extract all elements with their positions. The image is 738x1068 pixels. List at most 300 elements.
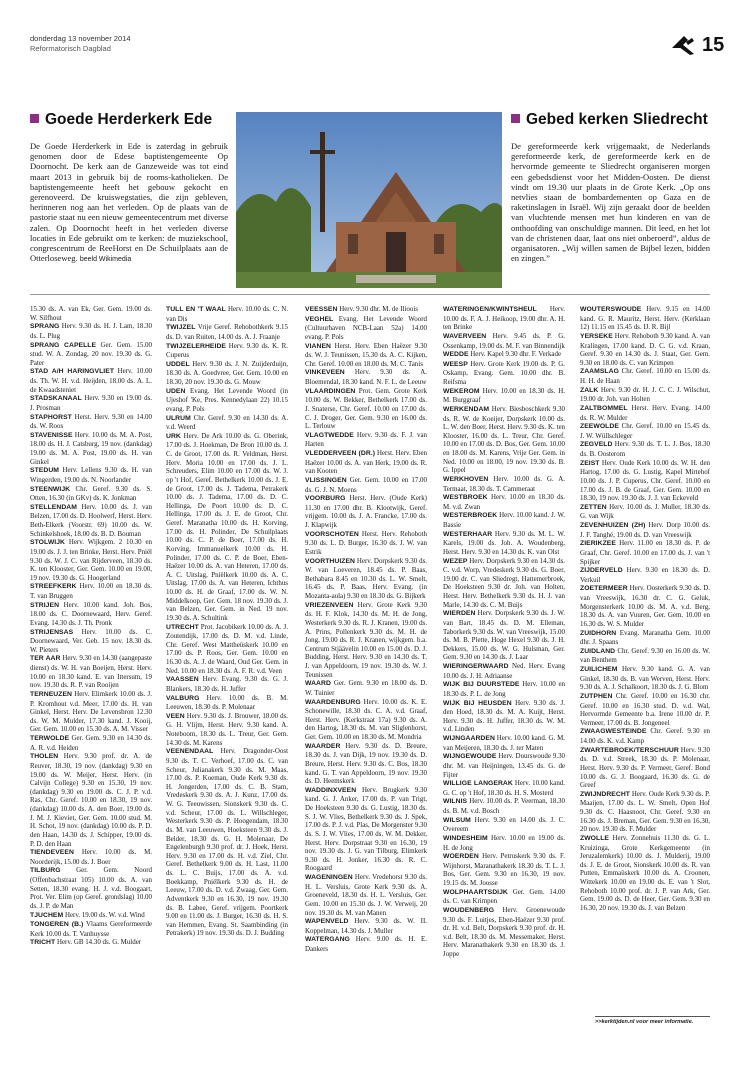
- listing-place: SPRANG CAPELLE: [30, 341, 97, 349]
- listing-entry: [30, 322, 152, 340]
- listing-text: Herv. 10.00 kand. G. C. op 't Hof, 18.30 ds. H. S. Mosterd: [443, 779, 565, 797]
- listing-entry: [305, 315, 427, 342]
- listing-text: Herst. Herv. Eben Haëzer 10.00 ds. A. van Herk, 19.00 ds. R. van Kooten: [305, 449, 427, 476]
- listing-entry: [30, 503, 152, 539]
- listing-entry: [580, 647, 710, 665]
- listing-entry: [30, 305, 152, 322]
- listing-entry: [443, 752, 565, 779]
- listing-entry: [580, 566, 710, 584]
- listing-text: Ger. Gem. 10.00 en 17.00 ds. G. J. N. Moens: [305, 475, 427, 494]
- listing-place: VOORSCHOTEN: [305, 530, 359, 538]
- listing-place: WEZEP: [443, 557, 468, 565]
- listing-place: WOERDEN: [443, 853, 479, 861]
- listing-text: Herv. 9.45 ds. P. G. Ossenkamp, 19.00 ds. M. F. van Binnendijk: [443, 331, 566, 350]
- listing-entry: [443, 797, 565, 815]
- listing-entry: [580, 584, 710, 628]
- listing-place: TULL EN 'T WAAL: [166, 306, 226, 313]
- listing-text: Herv. 9.30 kand. G. A. van Ginkel, 18.30 ds. B. van Werven, Herst. Herv. 9.30 ds. A. J. Schalkoort, 18.30 ds. J. G. Blom: [580, 665, 710, 692]
- section-square-icon: [30, 114, 39, 123]
- listing-entry: [166, 360, 288, 387]
- listing-text: Herv. 10.00 en 18.30 ds. H. M. Burggraaf: [443, 386, 565, 405]
- listing-entry: [305, 368, 427, 386]
- listing-entry: [443, 350, 565, 360]
- listing-text: Herv. Oude Kerk 10.00 ds. W. H. den Hartog, 17.00 ds. G. Lustig, Kapel Mirtehof 10.00 ds. J. P. Cuperus, Chr. Geref. 10.00 en 17.00 ds. J. B. de Graaf, Ger. Gem. 10.00 en 18.30, 19 nov. 19.30 ds. J. J. van Eckeveld: [580, 458, 711, 503]
- listing-text: Herv. Brugkerk 9.30 kand. G. J. Anker, 17.00 ds. P. van Trigt, De Hoeksteen 9.30 ds. G. Lustig, 18.30 ds. S. J. W. Vlies, Bethelkerk 9.30 ds. J. Spek, 17.00 ds. P. J. v.d. Plas, De Morgenster 9.30 ds. S. J. W. Vlies, 17.00 ds. W. M. Dekker, Herst. Herv. Dorpstraat 9.30 en 16.30, 19 nov. 19.30 ds. J. G. van Tilburg, Elimkerk 9.30 ds. H. Jonker, 16.30 ds. R. C. Roogaard: [305, 785, 427, 873]
- listing-place: WAGENINGEN: [305, 874, 353, 881]
- listing-place: VLEDDERVEEN (DR.): [305, 450, 376, 457]
- listing-entry: [580, 629, 710, 647]
- listing-text: Herv. 10.00 ds. P. Veerman, 18.30 ds. B. M. v.d. Bosch: [443, 797, 565, 815]
- listing-place: ZEEWOLDE: [580, 423, 619, 431]
- listing-entry: [580, 665, 710, 692]
- listing-place: UDEN: [166, 387, 186, 395]
- listing-place: WAARD: [305, 680, 331, 688]
- listing-place: THOLEN: [30, 753, 59, 761]
- listing-text: Herv. Rehoboth 9.30 kand. A. van Kralingen, 17.00 kand. D. C. G. v.d. Kraan, Geref. 9.30 en 14.30 ds. J. Staat, Ger. Gem. 9.30 en 18.00 ds. C. van Krimpen: [580, 331, 711, 367]
- listing-place: ZEGVELD: [580, 441, 613, 449]
- listing-entry: [580, 367, 710, 385]
- listing-entry: [30, 734, 152, 752]
- listing-text: Herv. Biesboschkerk 9.30 ds. R. W. de Koeijer, Dorpskerk 10.00 ds. L. W. den Boer, Herst. Herv. 9.30 ds. K. ten Klooster, 16.00 ds. L. Treur, Chr. Geref. 10.00 en 17.00 ds. D. Bos, Ger. Gem. 10.00 en 18.00 ds. M. Karens, Vrije Ger. Gem. in Ned. 10.00 en 18.00, 19 nov. 19.30 ds. B. G. Ippel: [443, 404, 566, 475]
- listing-entry: [580, 422, 710, 440]
- listing-entry: [580, 692, 710, 728]
- listing-place: WADDINXVEEN: [305, 786, 357, 794]
- listing-entry: [443, 662, 565, 680]
- listing-entry: [305, 305, 427, 315]
- newspaper-logo-icon: [670, 34, 696, 56]
- listing-text: Herv. Evang. 9.30 ds. G. J. Blankers, 18.30 ds. H. Juffer: [166, 675, 288, 693]
- listing-text: Herv. 9.30 ds. D. Breure, 18.30 ds. J. van Dijk, 19 nov. 19.30 ds. D. Breure, Herst. Herv. 9.30 ds. C. Bos, 18.30 kand. G. T. van Appeldoorn, 19 nov. 19.30 ds. D. Heemskerk: [305, 741, 427, 786]
- listing-text: Herv. 9.30 dhr. M. de Ilioois: [339, 305, 418, 313]
- listing-text: Herv. 10.00 en 19.00 ds. H. de Jong: [443, 833, 565, 852]
- listing-entry: [443, 360, 565, 387]
- listing-place: VALBURG: [166, 694, 200, 702]
- listing-place: WESTERBROEK: [443, 512, 498, 520]
- listing-entry: [30, 628, 152, 655]
- listing-text: Herv. 9.30 ds. J. den Hoed, 18.30 ds. M. A. Kuijt, Herst. Herv. 9.30 ds. H. Juffer, 18.30 ds. W. M. v.d. Linden: [443, 698, 565, 734]
- listing-column-1: [30, 305, 152, 948]
- listing-entry: [30, 538, 152, 582]
- listing-text: Herv. 10.00 ds. J. Muller, 18.30 ds. G. van Wijk: [580, 502, 711, 521]
- listing-text: Chr. Geref. 9.30 en 16.00 ds. W. van Benthem: [580, 646, 710, 665]
- listing-text: Herv. 9.30 en 18.30 ds. D. Verkuil: [580, 566, 710, 584]
- listing-text: Herv. 10.00 en 18.30 ds. P. L. de Jong: [443, 680, 566, 698]
- listing-place: VAASSEN: [166, 676, 199, 684]
- listing-text: Herv. 9.30 ds. A. Bloemendal, 18.30 kand. N. F. L. de Leeuw: [305, 368, 428, 386]
- listing-entry: [305, 494, 427, 530]
- listing-text: Chr. Geref. 10.00 en 16.30 chr. Geref. 10.00 en 16.30 stud. D. v.d. Wal, Hervormde Gemeente b.a. Irene 10.00 dr. P. Vermeer, 17.00 ds. B. Jongeneel: [580, 691, 711, 727]
- listing-place: VOORTHUIZEN: [305, 557, 356, 565]
- listing-entry: [443, 699, 565, 735]
- listing-place: WILLIGE LANGERAK: [443, 780, 513, 788]
- listing-entry: [30, 601, 152, 628]
- listing-place: WOLPHAARTSDIJK: [443, 888, 508, 896]
- listing-place: WAARDER: [305, 742, 341, 750]
- listing-text: Chr. Geref. 10.00 en 15.00 ds. H. H. de Haan: [580, 367, 710, 385]
- article-body-text: De Goede Herderkerk in Ede is zaterdag in gebruik genomen door de Edese baptistengemeente Op Doornocht. De kerk aan de Ganzeweide was tot eind maart 2013 in gebruik bij de rooms-katholieken. De baptistengemeente heeft het gebouw gekocht en gerenoveerd. De kruiswegstaties, die zijn gebleven, herinneren nog aan het verleden. Op de plaats van de pastorie staat nu een nieuw gemeentecentrum met diverse zalen. Op Doornocht heeft in het verleden diverse locaties in Ede gebruikt om te kerken: de muziekschool, congrescentrum de ReeHorst en De Schuilplaats aan de Otterloseweg.: [30, 141, 228, 264]
- listing-text: Ger. Gem. Noord (Offenbachstraat 105) 10.00 ds. A. van Setten, 18.30 evang. H. J. v.d. Boogaart, Prot. Ver. Elim (op Geref. grondslag) 10.00 ds. J. P. de Man: [30, 866, 152, 910]
- listing-place: WIJNGEWOUDE: [443, 753, 497, 761]
- listing-place: WINDESHEIM: [443, 834, 488, 842]
- listing-place: VEENENDAAL: [166, 748, 214, 756]
- photo-credit: beeld Wikimedia: [79, 256, 132, 264]
- listing-text: Herv. Groenewoude 9.30 ds. F. Luitjes, Eben-Haëzer 9.30 prof. dr. H. v.d. Belt, Dorpskerk 9.30 prof. dr. H. v.d. Belt, 18.30 ds. M. Messemaker, Herst. Herv. Maranathakerk 9.30 en 18.30 ds. J. Joppe: [443, 905, 565, 958]
- listing-text: Herv. 10.00 en 18.30 ds. T. van Bruggen: [30, 582, 152, 600]
- listing-text: Herv. GB 14.30 ds. G. Mulder: [56, 938, 142, 947]
- listing-text: Chr. Geref. 9.30 ds. S. Otten, 16.30 (in GKv) ds. K. Jonkman: [30, 484, 153, 503]
- listing-entry: [443, 609, 565, 662]
- listing-place: VINKEVEEN: [305, 369, 345, 377]
- listing-place: WESTBROEK: [443, 494, 488, 502]
- listing-text: Herv. 10.00 ds. Th. W. H. v.d. Heijden, 18.00 ds. A. L. de Kwaadsteniet: [30, 367, 153, 394]
- listing-text: Herv. 10.00 ds. C. Doornewaard, Ver. Geb. 15 nov. 18.30 ds. W. Pieters: [30, 627, 153, 654]
- listing-text: Herv. 10.00 ds. G. A. Termaat, 18.30 ds. T. Cammeraat: [443, 474, 565, 493]
- listing-place: ZALK: [580, 386, 599, 394]
- listing-place: ZETTEN: [580, 503, 607, 511]
- listing-place: STADSKANAAL: [30, 395, 82, 403]
- listing-entry: [443, 906, 565, 959]
- listing-entry: [443, 493, 565, 511]
- listing-text: Herv. 10.00 kand. J. W. Bassie: [443, 511, 566, 529]
- listing-place: WIJK BIJ DUURSTEDE: [443, 681, 520, 689]
- listing-place: ZOETERMEER: [580, 585, 628, 593]
- listing-place: STAPHORST: [30, 413, 72, 421]
- listing-entry: [443, 332, 565, 350]
- listing-text: Ger. Gem. 9.30 en 18.00 ds. D. W. Tuinier: [305, 679, 428, 697]
- listing-entry: [305, 917, 427, 935]
- listing-entry: [30, 654, 152, 690]
- listing-place: ZALTBOMMEL: [580, 404, 628, 412]
- listing-entry: [580, 459, 710, 503]
- article-title-ede: [30, 111, 212, 129]
- listing-text: Herv. 9.30 ds. K. R. Cuperus: [166, 341, 289, 360]
- listing-entry: [166, 747, 288, 938]
- listing-entry: [305, 476, 427, 494]
- listing-place: ULRUM: [166, 414, 191, 422]
- listing-column-3: [305, 305, 427, 954]
- listing-text: Chr. Geref. 9.30 en 14.00 ds. K. v.d. Kamp: [580, 727, 710, 745]
- listing-entry: [443, 816, 565, 834]
- church-building-photo: [236, 112, 502, 288]
- listing-entry: [166, 623, 288, 676]
- listing-entry: [443, 405, 565, 475]
- listing-text: Herv. Lellens 9.30 ds. H. van Wingerden, 19.00 ds. N. Noorlander: [30, 466, 152, 484]
- listing-text: Herv. 10.00 ds. M. A. Post, 18.00 ds. H. J. Catsburg, 19 nov. (dankdag) 19.00 ds. M. A. Post, 19.00 ds. H. van Ginkel: [30, 430, 152, 466]
- section-square-icon: [511, 114, 520, 123]
- listing-place: ZIJDERVELD: [580, 567, 623, 575]
- listing-text: Herv. Vredehorst 9.30 ds. H. L. Versluis, Grote Kerk 9.30 ds. A. Groeneveld, 18.30 ds. H. L. Versluis, Ger. Gem. 10.00 en 15.30 ds. J. W. Verweij, 20 nov. 19.30 ds. M. van Manen: [305, 873, 427, 917]
- listing-entry: [443, 734, 565, 752]
- article-title-sliedrecht: [511, 111, 708, 129]
- listing-place: WAARDENBURG: [305, 698, 361, 706]
- listing-text: Herv. 10.00 ds. C. N. van Dis: [166, 305, 289, 323]
- listing-entry: [30, 866, 152, 910]
- listing-text: Herv. 9.15 en 14.00 kand. G. R. Mauritz, Herst. Herv. (Kerklaan 12) 11.15 en 15.45 ds. IJ. R. Bijl: [580, 305, 711, 332]
- listing-place: STOLWIJK: [30, 539, 66, 547]
- listing-text: Herv. Grote Kerk 19.00 ds. P. G. Oskamp, Evang. Gem. 10.00 dhr. B. Reifsma: [443, 359, 565, 386]
- listing-place: TJUCHEM: [30, 911, 64, 919]
- listing-entry: [443, 779, 565, 797]
- listing-text: Herv. 9.30 en 19.00 ds. J. Prosman: [30, 394, 152, 412]
- listing-entry: [30, 911, 152, 921]
- listing-text: Herv. 9.30 ds. H. J. Lam, 18.30 ds. L. Plug: [30, 322, 152, 340]
- listing-text: Ger. Gem. 9.30 en 14.30 ds. A. R. v.d. Heiden: [30, 734, 153, 752]
- listing-entry: [30, 848, 152, 866]
- listing-text: Ned. Herv. Evang 10.00 ds. J. H. Adriaanse: [443, 662, 566, 680]
- listing-place: VRIEZENVEEN: [305, 601, 354, 609]
- listing-entry: [443, 475, 565, 493]
- listing-text: Vlaams Gereformeerde Kerk 10.00 ds. T. Vanhuysse: [30, 920, 152, 938]
- newspaper-name: Reformatorisch Dagblad: [30, 44, 111, 53]
- listing-place: STREEFKERK: [30, 583, 77, 591]
- listing-entry: [580, 404, 710, 422]
- listing-place: ZUIDLAND: [580, 647, 616, 655]
- listing-column-5: [580, 305, 710, 913]
- listing-entry: [305, 387, 427, 431]
- listing-entry: [30, 341, 152, 368]
- listing-place: WIERINGERWAARD: [443, 663, 509, 670]
- listing-place: WILNIS: [443, 798, 468, 806]
- listing-entry: [580, 440, 710, 458]
- listing-entry: [443, 387, 565, 405]
- listing-entry: [30, 394, 152, 412]
- listing-entry: [305, 679, 427, 697]
- listing-entry: [580, 834, 710, 913]
- listing-entry: [166, 694, 288, 712]
- listing-entry: [166, 387, 288, 414]
- listing-place: VEEN: [166, 712, 185, 720]
- listing-text: Herv. 9.30 ds. T. L. J. Bos, 18.30 ds. B. Oosterom: [580, 440, 710, 458]
- listing-column-4: [443, 305, 565, 959]
- listing-text: Evang. Maranatha Gem. 10.00 dhr. J. Spaans: [580, 628, 711, 647]
- listing-entry: [443, 852, 565, 888]
- listing-text: Evang. Het Levende Woord (Cultuurhaven NCB-Laan 52a) 14.00 evang. P. Pols: [305, 314, 427, 341]
- listing-place: STEENWIJK: [30, 485, 71, 493]
- listing-text: Herv. Zonnehuis 11.30 ds. G. L. Kruizinga, Grote Kerkgemeente (in Jeruzalemkerk) 10.00 ds. J. Mulderij, 19.00 ds. J. E. de Groot, Sionskerk 10.00 ds. R. van Putten, Emmaüskerk 10.00 ds. A. Croonen, Wittekerk 10.00 en 19.00 ds. E. van 't Slot, Rehoboth 10.00 prof. dr. J. P. van Ark, Ger. Gem. 19.00 ds. D. de Heer, Ger. Gem. 9.30 en 16.30, 20 nov. 19.30 ds. J. van Belzen: [580, 833, 710, 912]
- listing-place: STRIJENSAS: [30, 628, 74, 636]
- listing-text: Herv. 9.30 ds. M. L. W. Karels, 19.00 ds. Joh. A. Woudenberg, Herst. Herv. 9.30 en 14.30 ds. K. van Olst: [443, 529, 566, 556]
- listing-entry: [166, 323, 288, 341]
- listing-text: Herst. Herv. 9.30 en 14.00 ds. W. Roos: [30, 412, 152, 431]
- listing-text: Chr. Geref. 9.30 en 14.30 ds. A. v.d. Weerd: [166, 413, 288, 432]
- listing-text: Chr. Geref. 10.00 en 15.45 ds. J. W. Wüllschleger: [580, 422, 710, 440]
- listing-place: URK: [166, 432, 181, 440]
- listing-entry: [30, 431, 152, 467]
- listing-place: WIJK BIJ HEUSDEN: [443, 699, 512, 707]
- listing-place: TONGEREN (B.): [30, 921, 84, 929]
- section-divider: [30, 294, 710, 295]
- listing-place: WOUDENBERG: [443, 906, 495, 914]
- listing-entry: [580, 521, 710, 539]
- listing-entry: [305, 342, 427, 369]
- listing-place: WEESP: [443, 360, 468, 368]
- listing-place: ZWOLLE: [580, 834, 609, 842]
- listing-place: VOORBURG: [305, 495, 346, 503]
- listing-text: Herv. Dorpskerk 9.30 ds. W. van Loeveren, 18.45 ds. P. Baas, Bethabara 8.45 en 10.30 ds. L. W. Smelt, 16.45 ds. P. Baas, Herv. Evang. (in Mozanta-aula) 9.30 en 18.30 ds. G. Bijkerk: [305, 556, 427, 600]
- listing-entry: [166, 675, 288, 693]
- listing-entry: [580, 746, 710, 790]
- listing-place: ZUIDHORN: [580, 629, 617, 637]
- listing-entry: [580, 727, 710, 745]
- listing-text: Herv. 9.30 en 14.00 ds. J. C. Overeem: [443, 815, 565, 834]
- listing-entry: [166, 432, 288, 623]
- listing-text: Herv. Dorpskerk 9.30 ds. J. W. van Bart, 18.45 ds. D. M. Elleman, Taborkerk 9.30 ds. W. van Vreeswijk, 15.00 ds. M. B. Plette, Hoge Hexel 9.30 ds. J. H. Dekkers, 15.00 ds. W. G. Hulsman, Ger. Gem. 9.30 en 14.30 ds. J. Laar: [443, 609, 565, 662]
- listing-place: TERWOLDE: [30, 735, 70, 742]
- listing-text: Herv. Oosterkerk 9.30 ds. D. van Vreeswijk, 16.30 dr. C. G. Geluk, Morgensterkerk 10.00 ds. M. A. v.d. Berg, 18.30 ds. A. van Vuuren, Ger. Gem. 10.00 en 16.30 ds. W. S. Mulder: [580, 584, 710, 628]
- listing-place: WERKENDAM: [443, 405, 490, 413]
- listing-entry: [443, 305, 565, 332]
- listing-place: STELLENDAM: [30, 503, 77, 511]
- listing-place: WATERINGEN/KWINTSHEUL: [443, 306, 537, 313]
- listing-text: Herst. Herv. Eben Haëzer 9.30 ds. W. J. Teunissen, 15.30 ds. A. C. Kijken, Chr. Geref. 10.00 en 18.00 ds. M. C. Tanis: [305, 341, 428, 368]
- listing-place: STRIJEN: [30, 601, 60, 609]
- listing-place: WESTERHAAR: [443, 530, 493, 538]
- footer-note: >>kerktijden.nl voor meer informatie.: [595, 1019, 694, 1025]
- listing-place: VLISSINGEN: [305, 476, 347, 484]
- listing-entry: [443, 557, 565, 610]
- page-header: [30, 34, 725, 64]
- listing-place: WATERGANG: [305, 936, 350, 944]
- listing-entry: [580, 539, 710, 566]
- listing-place: ZUILICHEM: [580, 666, 618, 673]
- listing-text: Herst. Herv. (Oude Kerk) 11.30 en 17.00 dhr. B. Klootwijk, Geref. vrijgem. 10.00 ds. J. A. Francke, 17.00 ds. J. Klapwijk: [305, 494, 427, 529]
- listing-text: Herv. 10.00 ds. F. A. J. Heikoop, 19.00 dhr. A. H. ten Brinke: [443, 305, 565, 332]
- listing-entry: [30, 938, 152, 948]
- listing-text: Herv. Oude Kerk 9.30 ds. P. Maaijen, 17.00 ds. L. W. Smelt, Open Hof 9.30 ds. C. Haasnoot, Chr. Geref. 9.30 en 16.30 ds. J. Breman, Ger. Gem. 9.30 en 16.30, 20 nov. 19.30 ds. F. Mulder: [580, 789, 710, 834]
- listing-entry: [30, 690, 152, 734]
- listing-entry: [305, 873, 427, 917]
- listing-place: VIANEN: [305, 342, 331, 350]
- listing-entry: [305, 431, 427, 449]
- listing-place: UTRECHT: [166, 623, 199, 631]
- listing-place: VLAARDINGEN: [305, 387, 356, 395]
- listing-entry: [305, 742, 427, 786]
- listing-entry: [305, 935, 427, 953]
- listing-entry: [443, 530, 565, 557]
- footer-divider: [595, 1016, 710, 1017]
- listing-text: Herv. 10.00 kand. G. M. van Meijeren, 18.30 ds. J. ter Maten: [443, 734, 565, 752]
- listing-text: Herv. Kapel 9.30 dhr. F. Verkade: [470, 350, 562, 359]
- listing-place: TWIJZELERHEIDE: [166, 342, 226, 350]
- listing-place: WEKEROM: [443, 387, 480, 395]
- listing-entry: [30, 752, 152, 848]
- listing-text: Herv. Duurswoude 9.30 dhr. M. van Heijningen, 13.45 ds. G. de Fijter: [443, 752, 566, 779]
- article-body-text: De gereformeerde kerk vrijgemaakt, de Nederlands gereformeerde kerk, de gereformeerde kerk en de hervormde gemeente te Sliedrecht organiseren morgen een gebedsdienst voor het Midden-Oosten. De dienst vindt om 19.30 uur plaats in de Grote Kerk. „Op ons netvlies staan de bombardementen op Gaza en de raketinslagen in Israël. Wij zijn geraakt door de beelden van vluchtende mensen met hun kinderen en van de onthoofding van onschuldige mannen. Dit leed, en het lot van de christenen daar, laat ons niet onberoerd”, aldus de organisatoren. „Wij willen samen de Bijbel lezen, bidden en zingen.”: [511, 141, 710, 264]
- listing-text: Herv. 9.30 ds. J. Brouwer, 18.00 ds. G. H. Vlijm, Herst. Herv. 9.30 kand. A. Noteboom, 18.30 ds. L. Treur, Ger. Gem. 14.30 ds. M. Karens: [166, 711, 289, 747]
- listing-entry: [580, 503, 710, 521]
- page-number: 15: [702, 34, 725, 56]
- listing-text: Herv. 9.30 prof. dr. A. de Reuver, 18.30, 19 nov. (dankdag) 9.30 en 19.00 ds. W. Meijer, Herst. Herv. (in Calvijn College) 9.30 en 15.30, 19 nov. (dankdag) 9.30 en 19.00 ds. C. J. P. v.d. Ras, Chr. Geref. 10.00 en 18.30, 19 nov. (dankdag) 10.00 ds. A. den Boer, 19.00 ds. J. M. J. Kieviet, Ger. Gem. 10.00 stud. M. H. Schot, 19 nov. (dankdag) 10.00 ds. P. D. den Haan, 14.30 ds. J. Schipper, 19.00 ds. P. D. den Haan: [30, 752, 153, 848]
- listing-text: Herv. De Ark 10.00 ds. G. Oberink, 17.00 ds. J. Hoekman, De Bron 10.00 ds. J. C. de Groot, 17.00 ds. R. Veldman, Herst. Herv. Moria 10.00 en 17.00 ds. J. L. Schreuders, Elim 10.00 en 17.00 ds. W. J. op 't Hof, Geref. Bethelkerk 10.00 ds. J. E. de Groot, 17.00 ds. J. Tadema, Petrakerk 10.00 ds. J. Tadema, 17.00 ds. D. C. Hellinga, De Poort 10.00 ds. D. C. Hellinga, 17.00 ds. J. E. de Groot, Chr. Geref. Maranatha 10.00 ds. H. Korving, 17.00 ds. H. Polinder, De Schuilplaats 10.00 ds. C. P. de Boer, 17.00 ds. H. Korving, Immanuelkerk 10.00 ds. H. Polinder, 17.00 ds. C. P. de Boer, Eben-Haëzer 10.00 ds. A. van Heteren, 17.00 ds. A. C. Uitslag, Pniëlkerk 10.00 ds. A. C. Uitslag, 17.00 ds. A. van Heteren, Ichthus 10.00 ds. H. de Graaf, 17.00 ds. W. N. Middelkoop, Ger. Gem. 18 nov. 19.30 ds. J. van Belzen, Ger. Gem. in Ned. 19 nov. 19.30 ds. A. Schultink: [166, 431, 289, 622]
- listing-text: Herv. 9.30 en 14.30 (aangepaste dienst) ds. W. H. van Boeijen, Herst. Herv. 10.00 en 18.30 kand. E. van Ittersum, 19 nov. 19.30 ds. R. P. van Rooijen: [30, 654, 152, 690]
- listing-text: Evang. Het Levende Woord (in Ujeshof 'Ke, Pres. Kennedylaan 22) 10.15 evang. P. Pols: [166, 386, 288, 413]
- listing-place: ZWARTEBROEK/TERSCHUUR: [580, 746, 679, 754]
- listing-entry: [30, 367, 152, 394]
- listing-place: VEESSEN: [305, 306, 338, 313]
- listing-text: Herv. 9.30 ds. D. v.d. Streek, 18.30 ds. P. Molenaar, Herst. Herv. 9.30 ds. P. Vermeer, Geref. Bond 10.00 ds. G. J. Boogaard, 16.30 ds. G. de Greef: [580, 745, 710, 790]
- listing-text: Herv. 9.00 ds. H. E. Dankers: [305, 935, 427, 953]
- listing-text: Herv. Dorp 10.00 ds. J. F. Tanghé, 19.00 ds. D. van Vreeswijk: [580, 521, 711, 539]
- listing-place: WEDDE: [443, 351, 469, 359]
- listing-text: Herv. 11.00 en 18.30 ds. P. de Graaf, Chr. Geref. 10.00 en 17.00 ds. J. van 't Spijker: [580, 539, 711, 566]
- listing-entry: [580, 386, 710, 404]
- listing-place: ZEIST: [580, 459, 600, 467]
- listing-entry: [30, 582, 152, 600]
- listing-place: WOUTERSWOUDE: [580, 306, 642, 313]
- listing-text: Herv. Elimkerk 10.00 ds. J. P. Kromhout v.d. Meer, 17.00 ds. H. van Ginkel, Herst. Herv. De Levensbron 12.30 ds. W. M. Mulder, 17.30 kand. J. Kooij, Ger. Gem. 10.00 en 15.30 ds. A. M. Visser: [30, 689, 152, 734]
- listing-entry: [305, 698, 427, 742]
- listing-entry: [30, 466, 152, 484]
- listing-text: Ger. Gem. 15.00 stud. W. A. Zondag, 20 nov. 19.30 ds. G. Pater: [30, 340, 152, 367]
- listing-text: Herv. 10.00 en 18.30 ds. M. v.d. Zwan: [443, 493, 565, 511]
- listing-place: ZAAMSLAG: [580, 368, 619, 376]
- listing-text: Herv. 9.30 ds. J. N. Zuijderduijn, 18.30 ds. A. Goedvree, Ger. Gem. 10.00 en 18.30, 20 nov. 19.30 ds. G. Mouw: [166, 359, 288, 386]
- listing-entry: [166, 342, 288, 360]
- listing-place: YERSEKE: [580, 332, 613, 340]
- listing-place: ZEVENHUIZEN (ZH): [580, 522, 646, 529]
- listing-text: Prot. Gem. Grote Kerk 10.00 ds. W. Bekker, Bethelkerk 17.00 ds. J. Snaterse, Chr. Geref. 10.00 en 17.00 ds. C. J. Droger, Ger. Gem. 9.30 en 16.00 ds. L. Terlouw: [305, 386, 428, 431]
- listing-text: Herv. 10.00 kand. Joh. Bos, 18.00 ds. C. Doornewaard, Herv. Geref. Evang. 14.30 ds. J. Th. Pronk: [30, 600, 152, 627]
- listing-place: VEGHEL: [305, 315, 334, 323]
- listing-text: Herv. Dorpskerk 9.30 en 14.30 ds. C. v.d. Worp, Vredeskerk 9.30 ds. G. Boer, 19.00 dr. C. van Sliedregt, Hattemerbroek, De Hoeksteen 9.30 dr. Joh. van Holten, Herst. Herv. Bethelkerk 9.30 ds. H. J. van Marle, 14.30 ds. C. M. Buijs: [443, 556, 566, 609]
- listing-place: TILBURG: [30, 867, 61, 875]
- listing-entry: [30, 413, 152, 431]
- article-body-ede: [30, 141, 228, 265]
- issue-date: donderdag 13 november 2014: [30, 34, 131, 43]
- listing-entry: [166, 305, 288, 323]
- listing-entry: [305, 449, 427, 476]
- listing-place: TWIJZEL: [166, 324, 196, 332]
- listing-place: VLAGTWEDDE: [305, 431, 354, 439]
- article-body-sliedrecht: [511, 141, 710, 263]
- listing-entry: [30, 920, 152, 938]
- listing-place: STEDUM: [30, 467, 59, 475]
- listing-text: Herv. 19.00 ds. W. v.d. Wind: [64, 910, 145, 919]
- listing-entry: [443, 834, 565, 852]
- listing-place: TER AAR: [30, 655, 61, 663]
- listing-entry: [443, 680, 565, 698]
- listing-text: Herv. 9.30 ds. F. J. van Harten: [305, 430, 427, 449]
- listing-place: UDDEL: [166, 360, 190, 368]
- listing-place: SPRANG: [30, 323, 60, 331]
- listing-entry: [305, 557, 427, 601]
- listing-entry: [305, 530, 427, 557]
- listing-place: WIJNGAARDEN: [443, 735, 495, 742]
- listing-text: Herv. 10.00 ds. M. Noorderijk, 15.00 ds. J. Boer: [30, 848, 152, 866]
- listing-place: STAD A/H HARINGVLIET: [30, 368, 115, 376]
- listing-entry: [580, 305, 710, 332]
- listing-place: TERNEUZEN: [30, 690, 72, 698]
- listing-place: STAVENISSE: [30, 431, 73, 439]
- listing-text: Vrije Geref. Rehobothkerk 9.15 ds. D. van Ruiten, 14.00 ds. A. J. Fraanje: [166, 323, 288, 341]
- listing-place: ZWIJNDRECHT: [580, 790, 631, 798]
- listing-entry: [166, 712, 288, 748]
- listing-text: Herv. 10.00 ds. K. E. Schonewille, 18.30 ds. C. A. v.d. Graaf, Herst. Herv. (Kerkstraat 17a) 9.30 ds. A. den Hartog, 18.30 ds. M. van Sliglenhorst, Ger. Gem. 10.00 en 18.30 ds. M. Mondria: [305, 697, 427, 741]
- listing-text: Herv. 10.00 ds. J. van Belzen, 17.00 ds. D. Hoolwerf, Herst. Herv. Beth-Elkerk (Voorstr. 69) 10.00 ds. W. Schinkelshoek, 18.00 ds. B. D. Bouman: [30, 502, 152, 538]
- listing-place: WERKHOVEN: [443, 475, 489, 483]
- listing-entry: [305, 601, 427, 680]
- listing-text: Herv. Dragonder-Oost 9.30 ds. T. C. Verhoef, 17.00 ds. C. van Scheur, Julianakerk 9.30 ds. M. Maas, 17.00 ds. P. Koeman, Oude Kerk 9.30 ds. H. Jongerden, 17.00 ds. C. B. Stam, Vredeskerk 9.30 ds. A. J. Kunz, 17.00 ds. W. G. Teeuwissen, Sionskerk 9.30 ds. C. v.d. Scheur, 17.00 ds. L. Willschleger, Westerkerk 9.30 ds. P. Hoogendam, 18.30 ds. M. van Leeuwen, Hoeksteen 9.30 ds. J. Belder, 18.30 ds. G. H. Molenaar, De Engelenburgh 9.30 prof. dr. J. Hoek, Herst. Herv. 9.30 en 17.00 ds. H. v.d. Ziel, Chr. Geref. Bethelkerk 9.00 ds. H. Last, 11.00 ds. L. C. Buijs, 17.00 ds. A. v.d. Boekkamp, Pniëlkerk 9.30 ds. H. de Leeuw, 17.00 ds. D. v.d. Zwaag, Ger. Gem. Adventkerk 9.30 en 16.30, 19 nov. 19.30 ds. B. Labee, Geref. vrijgem. Poortkerk 9.00 en 11.00 ds. J. Burger, 16.30 ds. H. S. van Hemmen, Evang. St. Saambinding (in Petrakerk) 19 nov. 19.30 ds. D. J. Budding: [166, 747, 289, 938]
- listing-place: WAPENVELD: [305, 918, 349, 926]
- listing-text: Herv. 9.30 ds. W. II. Koppelman, 14.30 ds. J. Muller: [305, 917, 427, 935]
- listing-text: Ger. Gem. 14.00 ds. C. van Krimpen: [443, 887, 565, 906]
- listing-text: Herst. Herv. Evang. 14.00 ds. R. W. Mulder: [580, 403, 710, 422]
- listing-text: Herst. Herv. Rehoboth 9.30 ds. L. D. Burger, 16.30 ds. J. W. van Estrik: [305, 529, 428, 556]
- listing-text: Prot. Jacobikerk 10.00 ds. A. J. Zoutendijk, 17.00 ds. D. M. v.d. Linde, Chr. Geref. West Mattheüskerk 10.00 en 17.00 ds. P. Roos, Ger. Gem. 10.00 en 16.30 ds. A. J. de Waard, Oud Ger. Gem. in Ned. 10.00 en 18.30 ds. A. F. R. v.d. Veen: [166, 622, 288, 675]
- listing-place: WAVERVEEN: [443, 332, 487, 340]
- listing-place: TIENDEVEEN: [30, 849, 74, 857]
- listing-place: ZWAAGWESTEINDE: [580, 728, 647, 736]
